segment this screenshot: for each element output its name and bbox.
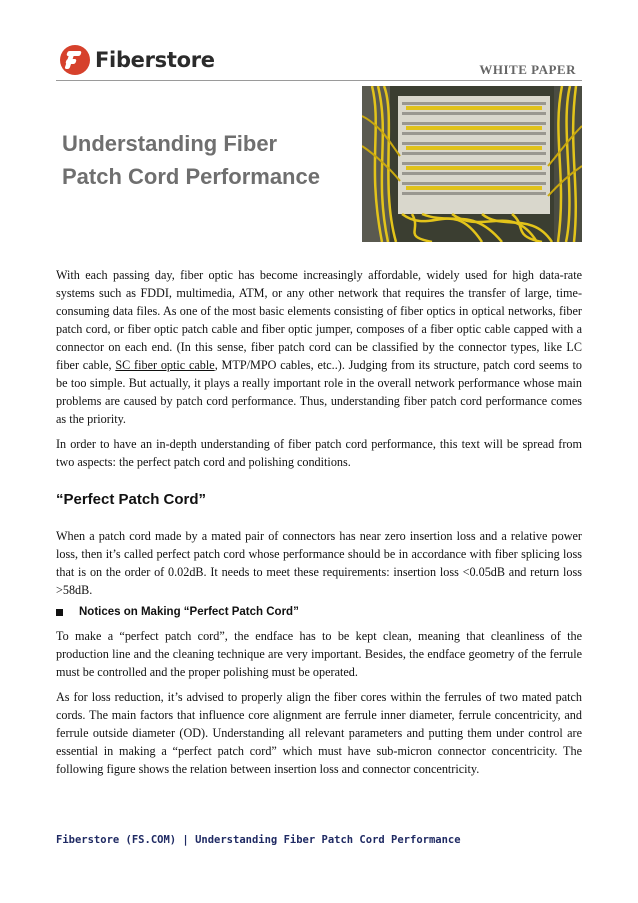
patch-panel-photo: [362, 86, 582, 242]
page-footer: Fiberstore (FS.COM) | Understanding Fiber Patch Cord Performance: [56, 834, 461, 846]
page-title: Understanding Fiber Patch Cord Performance: [62, 131, 320, 189]
fiberstore-logo[interactable]: [60, 45, 215, 75]
loss-reduction-paragraph: As for loss reduction, it’s advised to properly align the fiber cores within the ferrules of two mated patch cords. The main factors that influence core alignment are ferrule inner diameter, ferrule concentricity, and ferrule outside diameter (OD). Understanding all relevant parameters and putting them under control are essential in making a “perfect patch cord” which must have sub-micron connector concentricity. The following figure shows the relation between insertion loss and connector concentricity.: [56, 690, 582, 776]
square-bullet-icon: [56, 609, 63, 616]
logo-mark-icon: [60, 45, 90, 75]
notices-subheading: [56, 606, 299, 618]
intro-text-before-link: With each passing day, fiber optic has become increasingly affordable, widely used for high data-rate systems such as FDDI, multimedia, ATM, or any other network that requires the transfer of large, time-consuming data files. As one of the most basic elements consisting of fiber optics in optical networks, fiber patch cord, or fiber optic patch cable and fiber optic jumper, composes of a fiber optic cable capped with a connector on each end. (In this sense, fiber patch cord can be classified by the connector types, like LC fiber cable,: [56, 268, 582, 372]
white-paper-label: WHITE PAPER: [479, 62, 576, 77]
header-divider: [56, 80, 582, 81]
section-heading-perfect-patch-cord: “Perfect Patch Cord”: [56, 491, 207, 508]
aspects-paragraph: In order to have an in-depth understanding of fiber patch cord performance, this text will be spread from two aspects: the perfect patch cord and polishing conditions.: [56, 437, 582, 469]
sc-fiber-optic-cable-link[interactable]: SC fiber optic cable: [115, 358, 215, 372]
intro-text-after-link: , MTP/MPO cables, etc..). Judging from its structure, patch cord seems to be too simple. But actually, it plays a really important role in the overall network performance whose main problems are caused by patch cord performance. Thus, understanding fiber patch cord performance comes as the priority.: [56, 358, 582, 426]
endface-paragraph: To make a “perfect patch cord”, the endface has to be kept clean, meaning that cleanliness of the production line and the cleaning technique are very important. Besides, the endface geometry of the ferrule must be controlled and the proper polishing must be operated.: [56, 629, 582, 679]
notices-subheading-text: Notices on Making “Perfect Patch Cord”: [79, 606, 299, 618]
intro-paragraph: [56, 266, 582, 428]
logo-text: Fiberstore: [95, 48, 215, 72]
perfect-patch-cord-paragraph: When a patch cord made by a mated pair of connectors has near zero insertion loss and a relative power loss, then it’s called perfect patch cord whose performance should be in accordance with fiber splicing loss that is on the order of 0.02dB. It needs to meet these requirements: insertion loss <0.05dB and return loss >58dB.: [56, 529, 582, 597]
